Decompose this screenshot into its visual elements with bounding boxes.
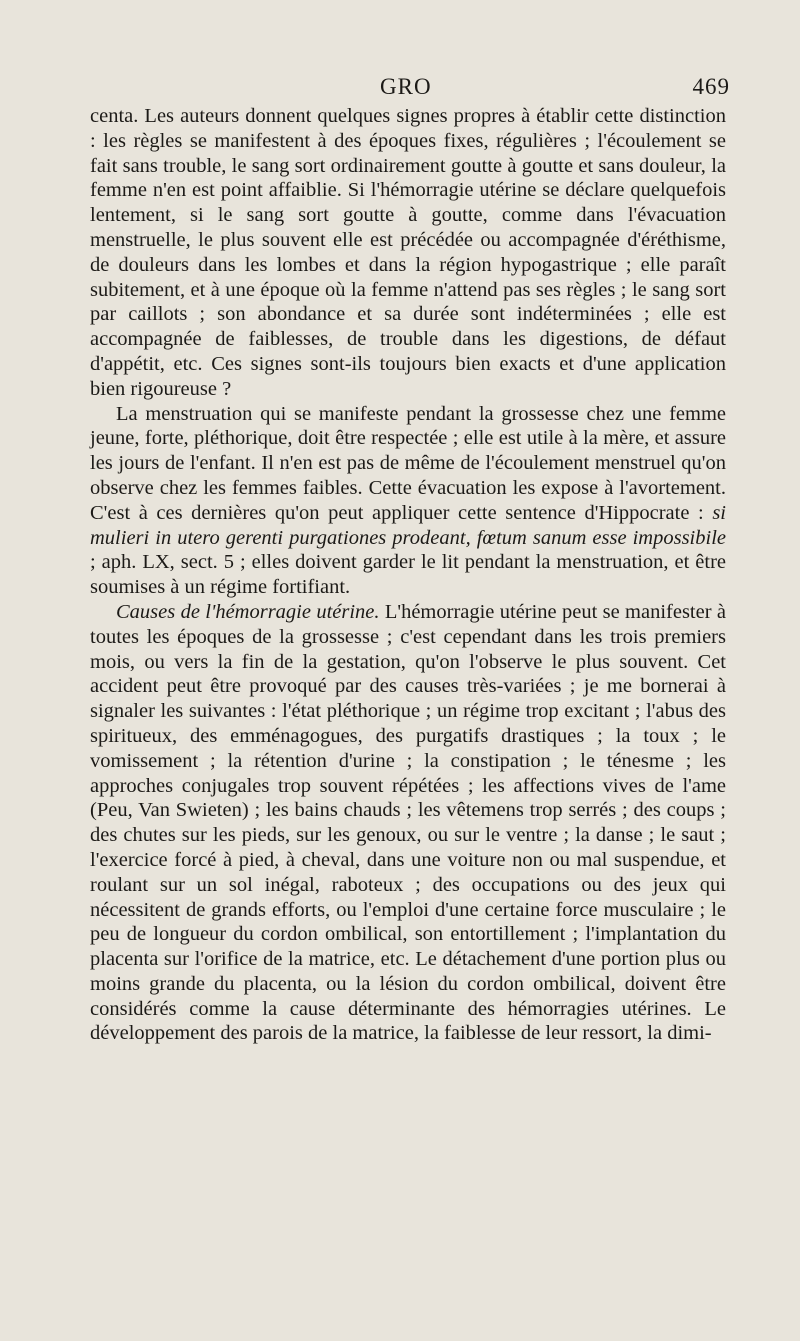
paragraph-causes	[90, 600, 726, 1046]
section-heading: Causes de l'hémorragie utérine.	[116, 600, 380, 623]
paragraph-menstruation	[90, 402, 726, 600]
paragraph-text: La menstruation qui se manifeste pendant la grossesse chez une femme jeune, forte, pléthorique, doit être respectée ; elle est utile à la mère, et assure les jours de l'enfant. Il n'en est pas de même de l'écoulement menstruel qu'on observe chez les femmes faibles. Cette évacuation les expose à l'avortement. C'est à ces dernières qu'on peut appliquer cette sentence d'Hippocrate :	[90, 402, 726, 524]
body-text	[90, 104, 726, 1046]
page-header	[90, 74, 730, 104]
paragraph-text: ; aph. LX, sect. 5 ; elles doivent garder le lit pendant la menstruation, et être soumises à un régime fortifiant.	[90, 551, 726, 599]
hippocrates-quote: si mulieri in utero gerenti purgationes prodeant, fœtum sanum esse impossibile	[90, 501, 726, 549]
running-head: GRO	[380, 74, 432, 99]
paragraph-text: L'hémorragie utérine peut se manifester à toutes les époques de la grossesse ; c'est cependant dans les trois premiers mois, ou vers la fin de la gestation, qu'on l'observe le plus souvent. Cet accident peut être provoqué par des causes très-variées ; je me bornerai à signaler les suivantes : l'état pléthorique ; un régime trop excitant ; l'abus des spiritueux, des emménagogues, des purgatifs drastiques ; la toux ; le vomissement ; la rétention d'urine ; la constipation ; le ténesme ; les approches conjugales trop souvent répétées ; les affections vives de l'ame (Peu, Van Swieten) ; les bains chauds ; les vêtemens trop serrés ; des coups ; des chutes sur les pieds, sur les genoux, ou sur le ventre ; la danse ; le saut ; l'exercice forcé à pied, à cheval, dans une voiture non ou mal suspendue, et roulant sur un sol inégal, raboteux ; des occupations ou des jeux qui nécessitent de grands efforts, ou l'emploi d'une certaine force musculaire ; le peu de longueur du cordon ombilical, son entortillement ; l'implantation du placenta sur l'orifice de la matrice, etc. Le détachement d'une portion plus ou moins grande du placenta, ou la lésion du cordon ombilical, doivent être considérés comme la cause déterminante des hémorragies utérines. Le développement des parois de la matrice, la faiblesse de leur ressort, la dimi-	[90, 600, 726, 1045]
paragraph-continuation: centa. Les auteurs donnent quelques signes propres à établir cette distinction : les règles se manifestent à des époques fixes, régulières ; l'écoulement se fait sans trouble, le sang sort ordinairement goutte à goutte et sans douleur, la femme n'en est point affaiblie. Si l'hémorragie utérine se déclare quelquefois lentement, si le sang sort goutte à goutte, comme dans l'évacuation menstruelle, le plus souvent elle est précédée ou accompagnée d'éréthisme, de douleurs dans les lombes et dans la région hypogastrique ; elle paraît subitement, et à une époque où la femme n'attend pas ses règles ; le sang sort par caillots ; son abondance et sa durée sont indéterminées ; elle est accompagnée de faiblesses, de trouble dans les digestions, de défaut d'appétit, etc. Ces signes sont-ils toujours bien exacts et d'une application bien rigoureuse ?	[90, 105, 726, 400]
page-number: 469	[692, 74, 730, 99]
